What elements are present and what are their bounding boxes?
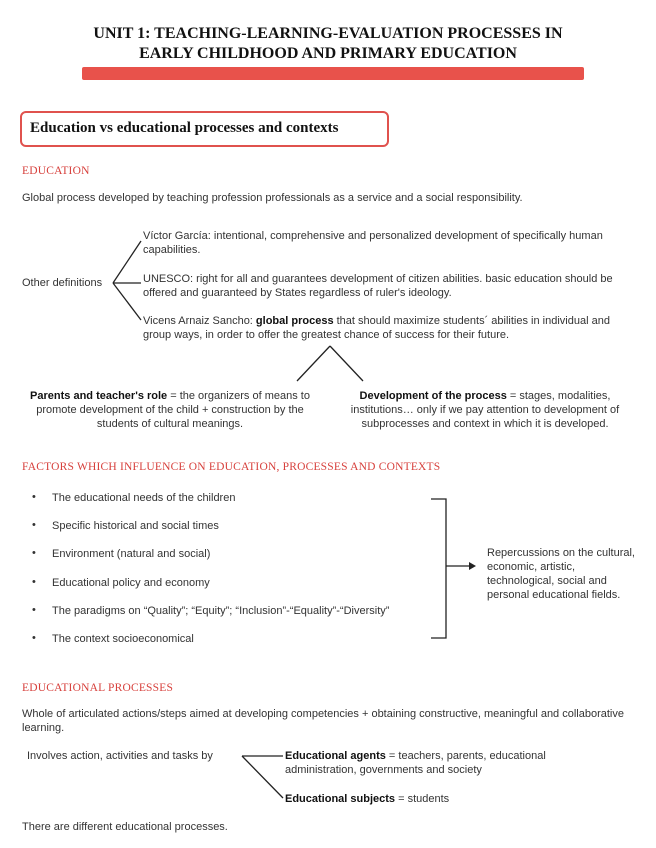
repercussions-arrowhead — [469, 562, 476, 570]
factor-item: The context socioeconomical — [52, 633, 194, 645]
factors-heading: FACTORS WHICH INFLUENCE ON EDUCATION, PROCESSES AND CONTEXTS — [22, 461, 441, 473]
processes-heading: EDUCATIONAL PROCESSES — [22, 682, 174, 694]
processes-definition: Whole of articulated actions/steps aimed at developing competencies + obtaining constructive, meaningful and collaborative learning. — [22, 708, 624, 734]
definition-victor-garcia: Víctor García: intentional, comprehensive and personalized development of specifically human capabilities. — [143, 230, 603, 256]
bullet-marker: • — [32, 576, 36, 588]
bullet-marker: • — [32, 491, 36, 503]
involves-text: Involves action, activities and tasks by — [27, 750, 213, 762]
educational-subjects: Educational subjects = students — [285, 793, 450, 805]
factor-item: The paradigms on “Quality”; “Equity”; “Inclusion”-“Equality”-“Diversity” — [52, 605, 390, 617]
development-of-process: Development of the process = stages, modalities, institutions… only if we pay attention to development of subprocesses and context in which it is developed. — [350, 390, 620, 430]
definition-unesco: UNESCO: right for all and guarantees development of citizen abilities. basic education should be offered and guaranteed by States regardless of ruler's ideology. — [143, 273, 613, 299]
factors-bracket — [431, 499, 446, 638]
factor-item: Environment (natural and social) — [52, 548, 211, 560]
bullet-marker: • — [32, 632, 36, 644]
repercussions-text: Repercussions on the cultural, economic, artistic, technological, social and personal educational fields. — [487, 547, 635, 601]
branch-line-definition-3 — [113, 283, 141, 320]
factor-item: The educational needs of the children — [52, 492, 236, 504]
branch-line-subjects — [242, 756, 283, 798]
title-line-1: UNIT 1: TEACHING-LEARNING-EVALUATION PROCESSES IN — [93, 25, 563, 42]
split-line-right — [330, 346, 363, 381]
bullet-marker: • — [32, 547, 36, 559]
section-title: Education vs educational processes and contexts — [30, 120, 339, 136]
closing-text: There are different educational processes. — [22, 821, 228, 833]
educational-agents: Educational agents = teachers, parents, educational administration, governments and society — [285, 750, 546, 776]
definition-vicens-arnaiz: Vicens Arnaiz Sancho: global process that should maximize students´ abilities in individual and group ways, in order to offer the greatest chance of success for their future. — [143, 315, 610, 341]
bullet-marker: • — [32, 519, 36, 531]
education-heading: EDUCATION — [22, 165, 90, 177]
factor-item: Educational policy and economy — [52, 577, 210, 589]
branch-line-definition-1 — [113, 241, 141, 283]
other-definitions-label: Other definitions — [22, 277, 103, 289]
parents-teacher-role: Parents and teacher's role = the organizers of means to promote development of the child + construction by the students of cultural meanings. — [30, 390, 310, 430]
title-line-2: EARLY CHILDHOOD AND PRIMARY EDUCATION — [139, 45, 517, 62]
bullet-marker: • — [32, 604, 36, 616]
factor-item: Specific historical and social times — [52, 520, 219, 532]
education-definition: Global process developed by teaching profession professionals as a service and a social responsibility. — [22, 192, 523, 204]
split-line-left — [297, 346, 330, 381]
